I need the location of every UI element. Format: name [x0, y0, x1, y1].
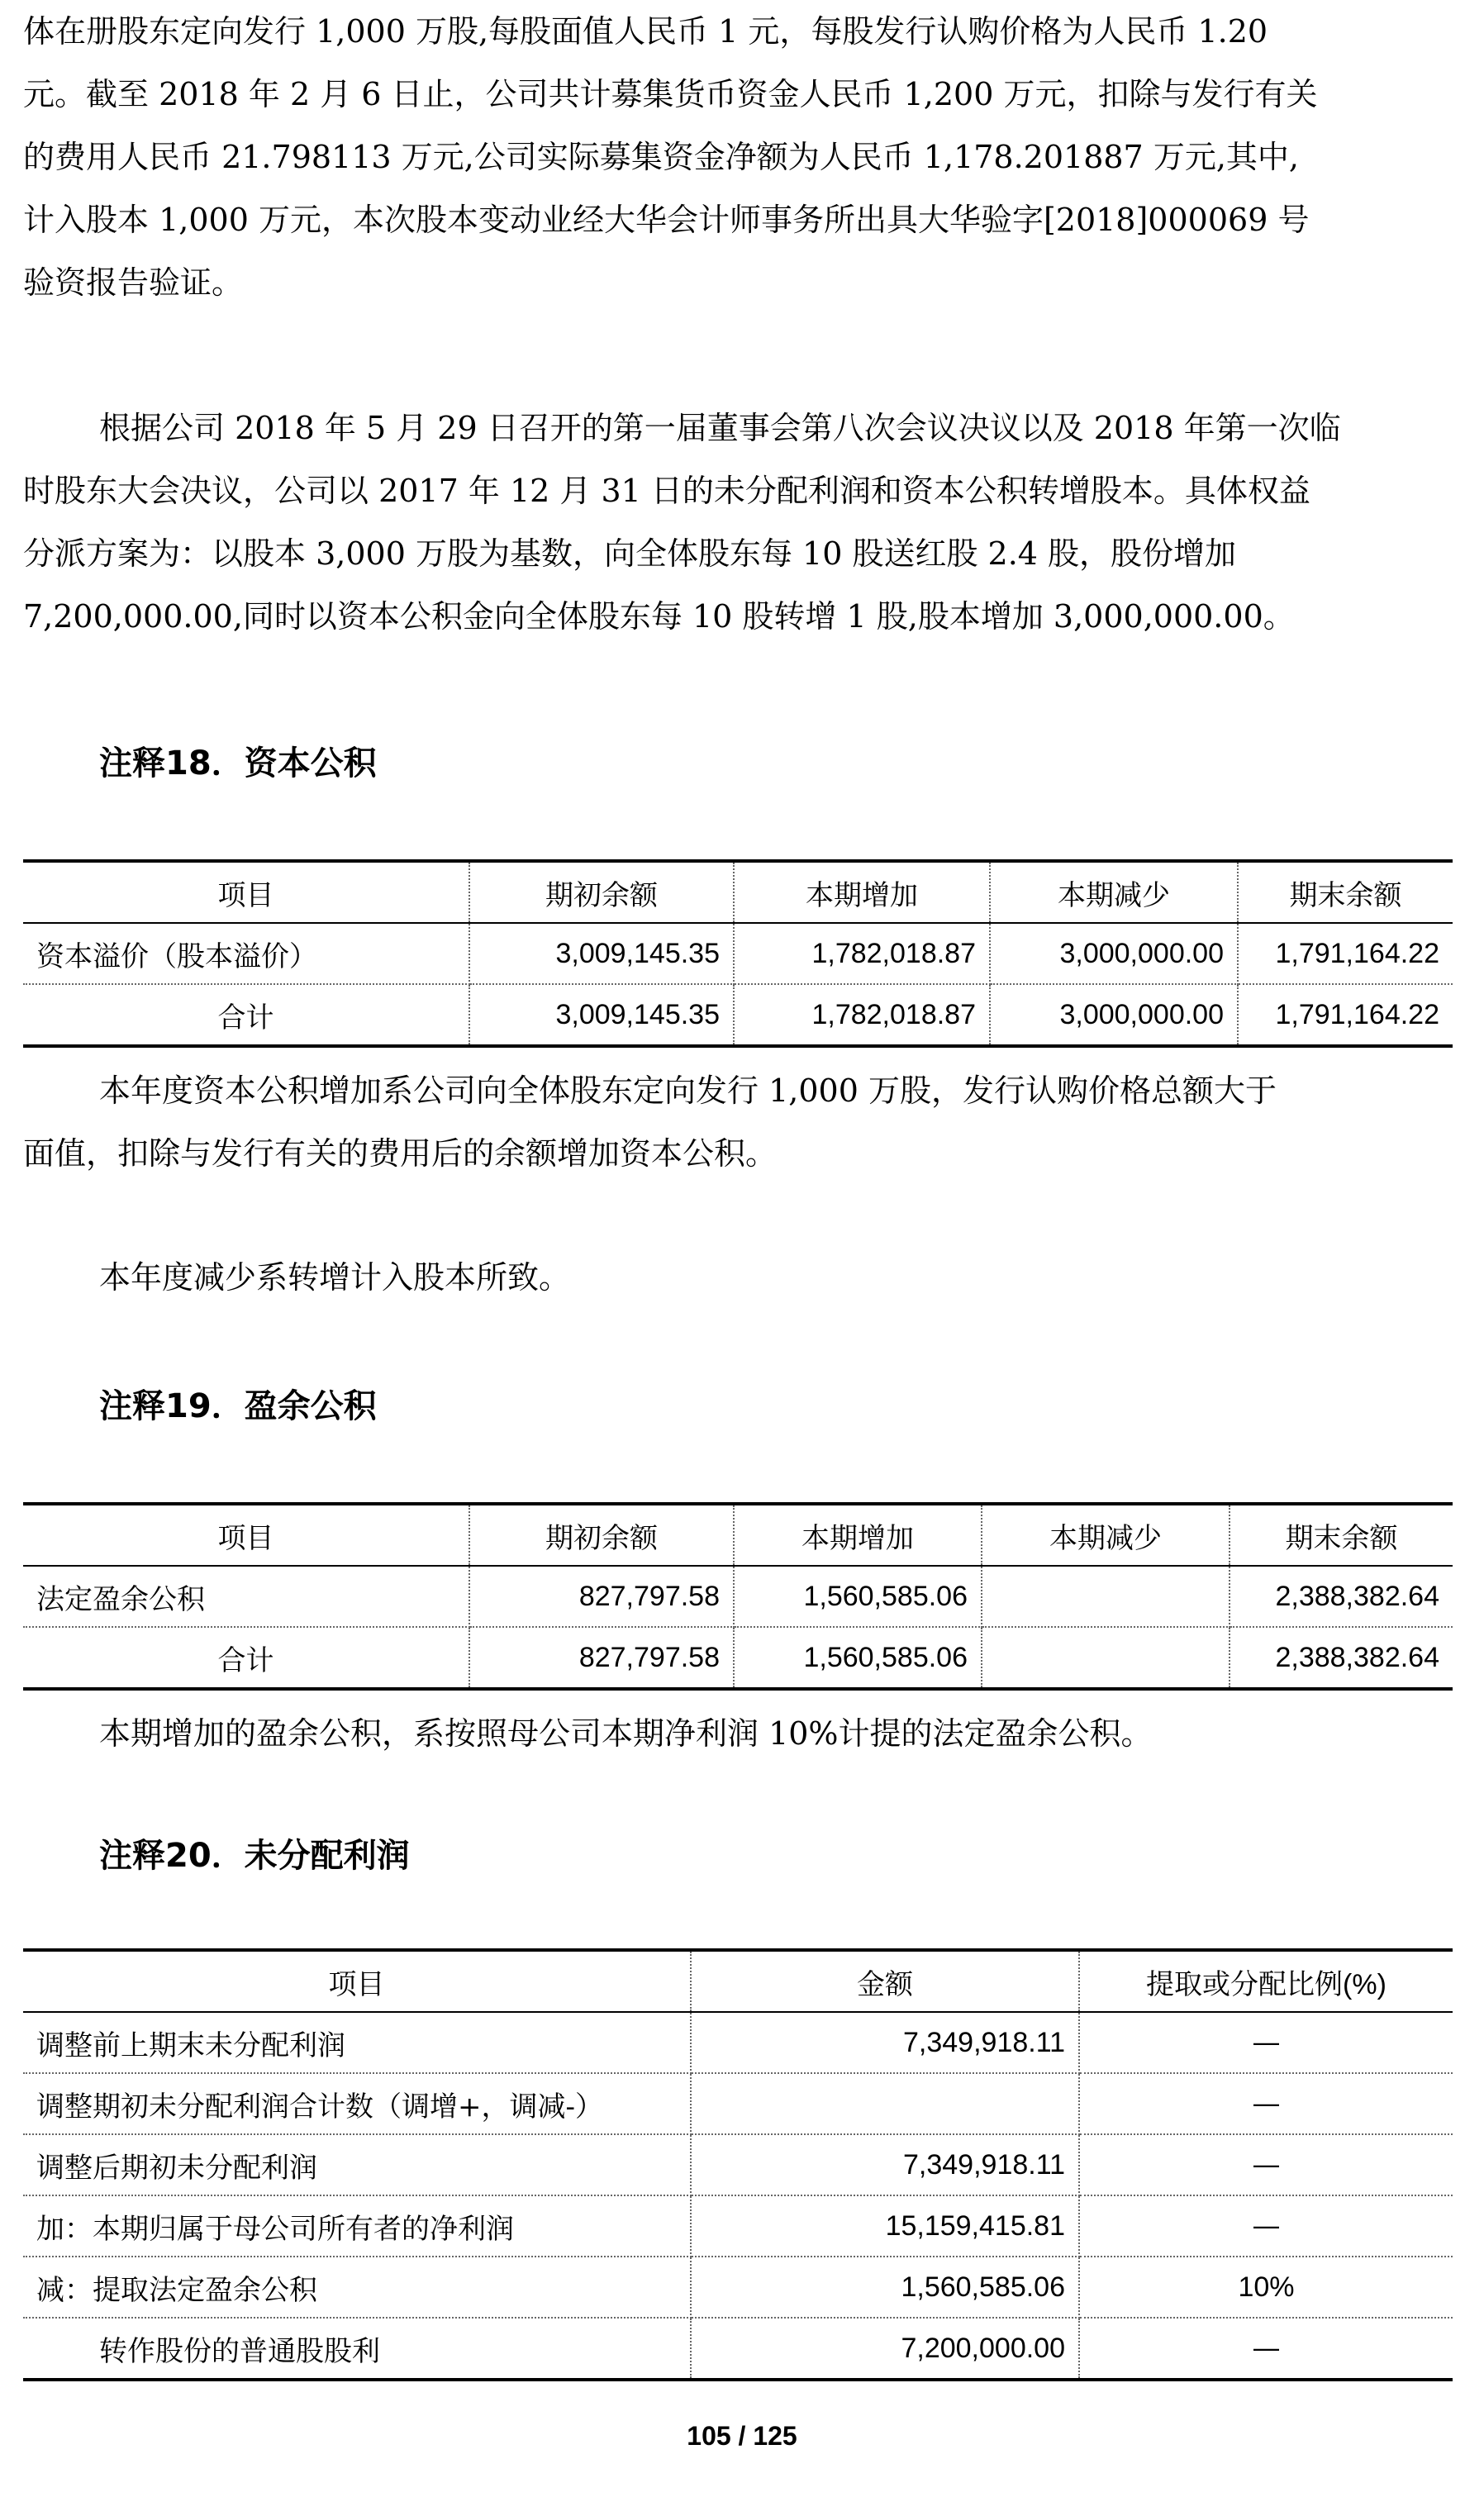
paragraph-share-issuance — [23, 0, 1469, 314]
cell-value: 1,791,164.22 — [1238, 984, 1453, 1046]
cell-value: 7,200,000.00 — [691, 2318, 1079, 2380]
cell-value: 827,797.58 — [469, 1566, 734, 1627]
note-19-heading: 注释19．盈余公积 — [99, 1387, 377, 1425]
cell-value: 2,388,382.64 — [1230, 1566, 1453, 1627]
row-label: 合计 — [23, 1627, 469, 1689]
table-header-row — [23, 861, 1453, 923]
row-label: 调整期初未分配利润合计数（调增+，调减-） — [23, 2073, 691, 2134]
table-row — [23, 2257, 1453, 2318]
cell-value: 15,159,415.81 — [691, 2195, 1079, 2257]
text-line: 计入股本 1,000 万元，本次股本变动业经大华会计师事务所出具大华验字[2018]000069 号 — [23, 202, 1310, 238]
cell-value: 1,560,585.06 — [734, 1566, 982, 1627]
cell-value: 1,782,018.87 — [734, 923, 990, 984]
column-header: 提取或分配比例(%) — [1079, 1950, 1453, 2012]
column-header: 项目 — [23, 861, 469, 923]
table-header-row — [23, 1504, 1453, 1566]
text-line: 时股东大会决议，公司以 2017 年 12 月 31 日的未分配利润和资本公积转增股本。具体权益 — [23, 473, 1310, 509]
cell-value: 1,560,585.06 — [734, 1627, 982, 1689]
cell-value: 7,349,918.11 — [691, 2012, 1079, 2073]
cell-value: 2,388,382.64 — [1230, 1627, 1453, 1689]
cell-value: 3,000,000.00 — [990, 923, 1238, 984]
table-header-row — [23, 1950, 1453, 2012]
cell-value: 3,000,000.00 — [990, 984, 1238, 1046]
column-header: 期末余额 — [1238, 861, 1453, 923]
row-label: 资本溢价（股本溢价） — [23, 923, 469, 984]
row-label: 法定盈余公积 — [23, 1566, 469, 1627]
note-20-heading: 注释20．未分配利润 — [99, 1837, 410, 1875]
column-header: 本期增加 — [734, 861, 990, 923]
cell-ratio: — — [1079, 2195, 1453, 2257]
table-row — [23, 2134, 1453, 2195]
column-header: 本期减少 — [990, 861, 1238, 923]
row-label: 调整前上期末未分配利润 — [23, 2012, 691, 2073]
cell-value — [982, 1566, 1230, 1627]
cell-value: 3,009,145.35 — [469, 923, 734, 984]
text-line: 本期增加的盈余公积，系按照母公司本期净利润 10%计提的法定盈余公积。 — [99, 1715, 1153, 1752]
cell-value — [982, 1627, 1230, 1689]
table-row — [23, 2012, 1453, 2073]
text-line: 面值，扣除与发行有关的费用后的余额增加资本公积。 — [23, 1135, 778, 1172]
table-row — [23, 1566, 1453, 1627]
table-total-row — [23, 984, 1453, 1046]
column-header: 本期减少 — [982, 1504, 1230, 1566]
cell-value: 1,782,018.87 — [734, 984, 990, 1046]
table-row — [23, 2318, 1453, 2380]
cell-value: 1,560,585.06 — [691, 2257, 1079, 2318]
cell-ratio: — — [1079, 2318, 1453, 2380]
page-number: 105 / 125 — [687, 2421, 797, 2451]
text-line: 验资报告验证。 — [23, 264, 244, 301]
text-line: 根据公司 2018 年 5 月 29 日召开的第一届董事会第八次会议决议以及 2018 年第一次临 — [99, 410, 1341, 446]
cell-value — [691, 2073, 1079, 2134]
text-line: 体在册股东定向发行 1,000 万股,每股面值人民币 1 元，每股发行认购价格为人民币 1.20 — [23, 13, 1268, 50]
column-header: 期初余额 — [469, 861, 734, 923]
cell-value: 1,791,164.22 — [1238, 923, 1453, 984]
cell-value: 7,349,918.11 — [691, 2134, 1079, 2195]
paragraph-capital-decrease — [23, 1246, 1469, 1309]
column-header: 期末余额 — [1230, 1504, 1453, 1566]
column-header: 期初余额 — [469, 1504, 734, 1566]
table-row — [23, 2195, 1453, 2257]
surplus-reserve-table — [23, 1502, 1453, 1691]
cell-ratio: — — [1079, 2073, 1453, 2134]
capital-reserve-table — [23, 859, 1453, 1048]
column-header: 金额 — [691, 1950, 1079, 2012]
table-row — [23, 923, 1453, 984]
text-line: 的费用人民币 21.798113 万元,公司实际募集资金净额为人民币 1,178.201887 万元,其中, — [23, 139, 1299, 175]
column-header: 项目 — [23, 1504, 469, 1566]
text-line: 7,200,000.00,同时以资本公积金向全体股东每 10 股转增 1 股,股本增加 3,000,000.00。 — [23, 598, 1295, 635]
text-line: 本年度资本公积增加系公司向全体股东定向发行 1,000 万股，发行认购价格总额大于 — [99, 1073, 1277, 1109]
paragraph-capital-increase — [23, 1059, 1469, 1185]
column-header: 项目 — [23, 1950, 691, 2012]
row-label: 合计 — [23, 984, 469, 1046]
cell-value: 827,797.58 — [469, 1627, 734, 1689]
table-row — [23, 2073, 1453, 2134]
cell-ratio: — — [1079, 2012, 1453, 2073]
row-label: 加：本期归属于母公司所有者的净利润 — [23, 2195, 691, 2257]
row-label: 调整后期初未分配利润 — [23, 2134, 691, 2195]
column-header: 本期增加 — [734, 1504, 982, 1566]
cell-ratio: 10% — [1079, 2257, 1453, 2318]
row-label: 转作股份的普通股股利 — [23, 2318, 691, 2380]
text-line: 本年度减少系转增计入股本所致。 — [99, 1259, 571, 1296]
paragraph-capital-conversion — [23, 397, 1469, 648]
text-line: 分派方案为：以股本 3,000 万股为基数，向全体股东每 10 股送红股 2.4 股，股份增加 — [23, 535, 1237, 572]
note-18-heading: 注释18．资本公积 — [99, 744, 377, 782]
cell-ratio: — — [1079, 2134, 1453, 2195]
text-line: 元。截至 2018 年 2 月 6 日止，公司共计募集货币资金人民币 1,200 万元，扣除与发行有关 — [23, 76, 1318, 112]
paragraph-surplus-note — [23, 1702, 1469, 1765]
undistributed-profit-table — [23, 1948, 1453, 2381]
cell-value: 3,009,145.35 — [469, 984, 734, 1046]
table-total-row — [23, 1627, 1453, 1689]
row-label: 减：提取法定盈余公积 — [23, 2257, 691, 2318]
